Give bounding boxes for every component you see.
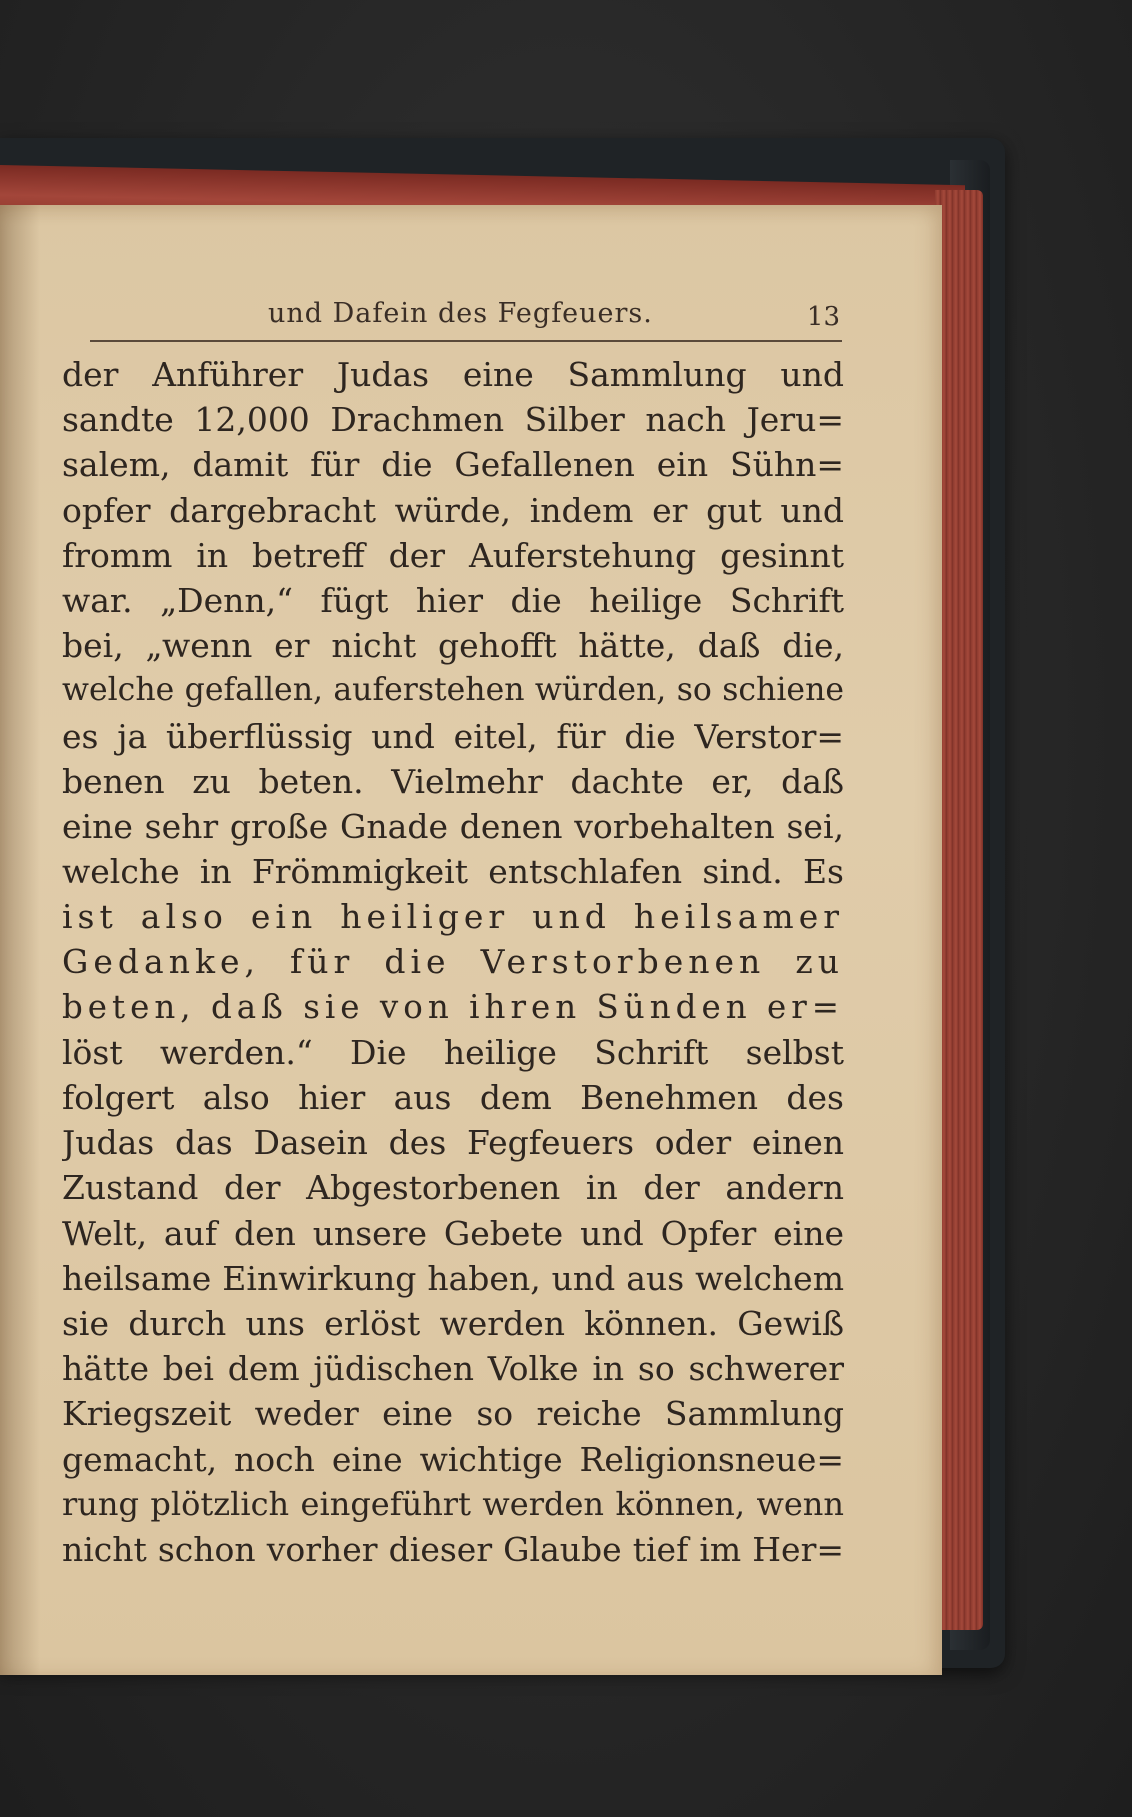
running-head	[90, 290, 842, 342]
text-line: folgert also hier aus dem Benehmen des	[62, 1078, 844, 1117]
text-line: sie durch uns erlöst werden können. Gewiß	[62, 1303, 844, 1343]
text-line: hätte bei dem jüdischen Volke in so schwerer	[62, 1349, 844, 1389]
text-line: Judas das Dasein des Fegfeuers oder einen	[62, 1123, 844, 1163]
text-line: nicht schon vorher dieser Glaube tief im Her=	[62, 1529, 844, 1569]
text-line: Welt, auf den unsere Gebete und Opfer eine	[62, 1213, 844, 1253]
text-line: bei, „wenn er nicht gehofft hätte, daß die,	[62, 626, 844, 666]
text-line: welche in Frömmigkeit entschlafen sind. Es	[62, 852, 844, 892]
text-line: Zustand der Abgestorbenen in der andern	[62, 1168, 844, 1208]
text-line: war. „Denn,“ fügt hier die heilige Schrift	[62, 580, 844, 620]
text-line: opfer dargebracht würde, indem er gut und	[62, 490, 844, 530]
running-title: und Dafein des Fegfeuers.	[268, 298, 653, 329]
text-line: gemacht, noch eine wichtige Religionsneue=	[62, 1439, 844, 1479]
text-line: fromm in betreff der Auferstehung gesinnt	[62, 535, 844, 575]
page-edge-right	[935, 190, 983, 1630]
body-text	[62, 352, 844, 1572]
text-line: es ja überflüssig und eitel, für die Verstor=	[62, 716, 844, 756]
page-gutter-shadow	[0, 205, 40, 1675]
page-number: 13	[806, 302, 840, 332]
text-line: welche gefallen, auferstehen würden, so schiene	[62, 672, 844, 709]
text-line: Kriegszeit weder eine so reiche Sammlung	[62, 1394, 844, 1434]
text-line: benen zu beten. Vielmehr dachte er, daß	[62, 761, 844, 801]
text-line: der Anführer Judas eine Sammlung und	[62, 355, 844, 394]
text-line-spaced: Gedanke, für die Verstorbenen zu	[62, 942, 844, 982]
text-line-spaced: ist also ein heiliger und heilsamer	[62, 897, 844, 937]
text-line: sandte 12,000 Drachmen Silber nach Jeru=	[62, 400, 844, 440]
text-line: rung plötzlich eingeführt werden können, wenn	[62, 1484, 844, 1523]
text-line: eine sehr große Gnade denen vorbehalten sei,	[62, 806, 844, 846]
text-line: salem, damit für die Gefallenen ein Sühn=	[62, 445, 844, 485]
text-line: heilsame Einwirkung haben, und aus welchem	[62, 1258, 844, 1298]
text-line: löst werden.“ Die heilige Schrift selbst	[62, 1032, 844, 1072]
text-line-spaced: beten, daß sie von ihren Sünden er=	[62, 987, 844, 1026]
